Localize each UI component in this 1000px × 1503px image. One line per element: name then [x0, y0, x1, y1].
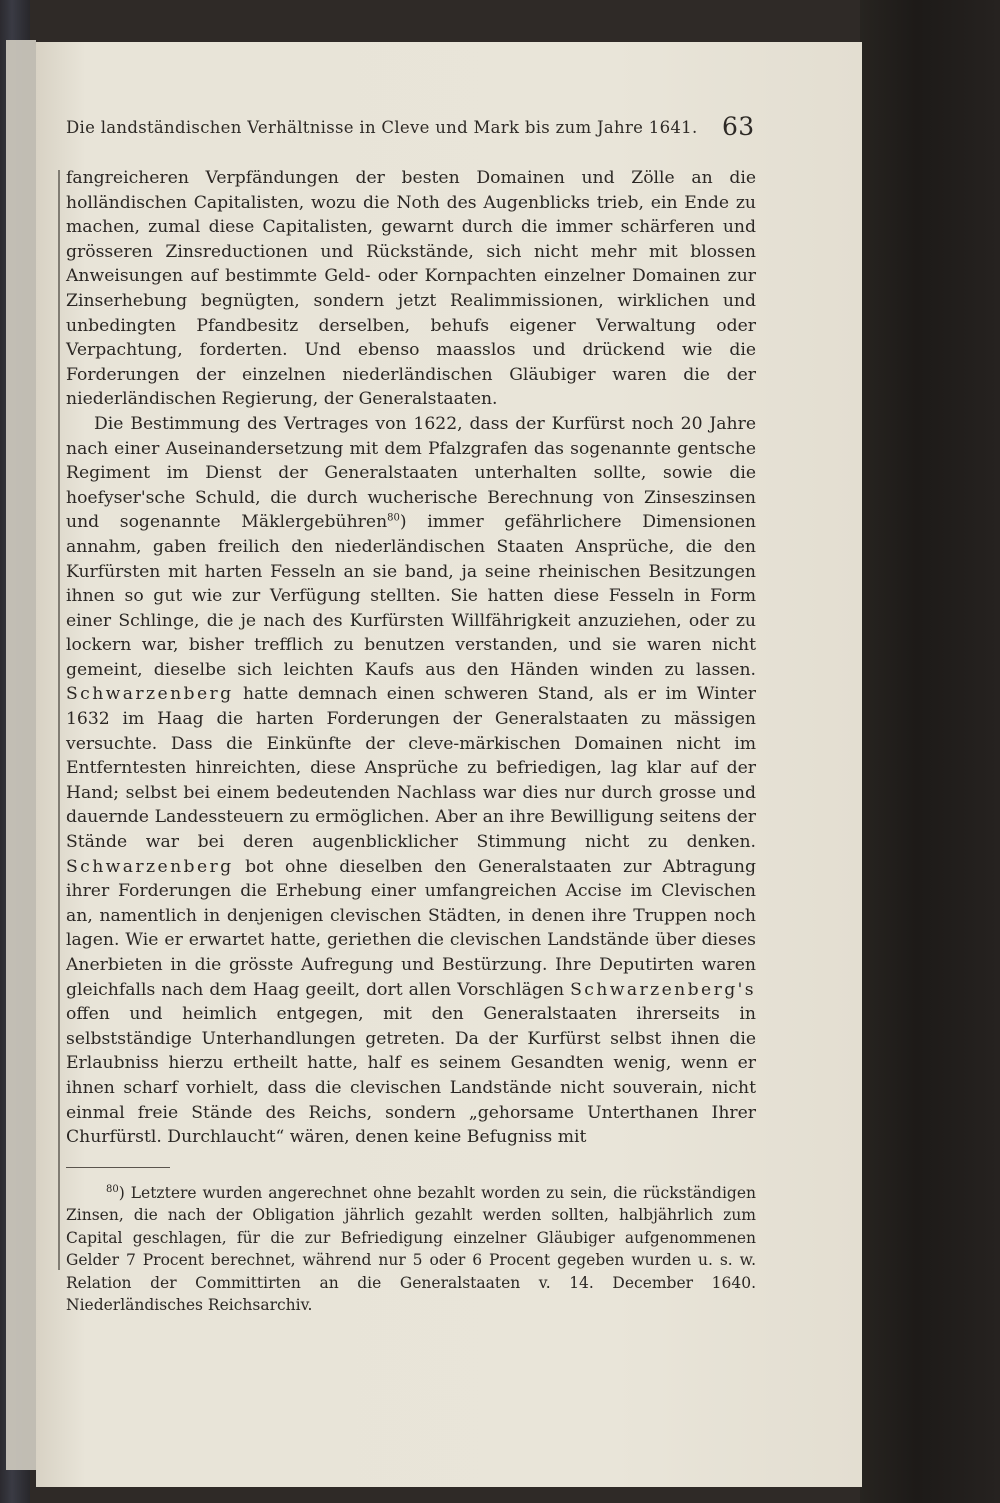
name-schwarzenberg-1: Schwarzenberg: [66, 684, 234, 705]
paragraph-2-part-e: offen und heimlich entgegen, mit den Generalstaaten ihrerseits in selbstständige Unterhandlungen getreten. Da der Kurfürst selbst ihnen die Erlaubniss hierzu ertheilt hatte, half es seinem Gesandten wenig, wenn er ihnen scharf vorhielt, dass die clevischen Landstände nicht souverain, nicht einmal freie Stände des Reichs, sondern „gehorsame Unterthanen Ihrer Churfürstl. Durchlaucht“ wären, denen keine Befugniss mit: [66, 1004, 756, 1148]
page-number: 63: [722, 112, 755, 141]
paragraph-2-part-d: bot ohne dieselben den Generalstaaten zur Abtragung ihrer Forderungen die Erhebung einer umfangreichen Accise im Clevischen an, namentlich in denjenigen clevischen Städten, in denen ihre Truppen noch lagen. Wie er erwartet hatte, geriethen die clevischen Landstände über dieses Anerbieten in die grösste Aufregung und Bestürzung. Ihre Deputirten waren gleichfalls nach dem Haag geeilt, dort allen Vorschlägen: [66, 856, 756, 1000]
body-text: [66, 166, 756, 1150]
name-schwarzenberg-2: Schwarzenberg: [66, 856, 234, 877]
name-schwarzenbergs: Schwarzenberg's: [570, 979, 756, 1000]
footnote: [66, 1182, 756, 1316]
paragraph-2-part-a: Die Bestimmung des Vertrages von 1622, dass der Kurfürst noch 20 Jahre nach einer Auseinandersetzung mit dem Pfalzgrafen das sogenannte gentsche Regiment im Dienst der Generalstaaten unterhalten sollte, sowie die hoefyser'sche Schuld, die durch wucherische Berechnung von Zinseszinsen und sogenannte Mäklergebühren: [66, 413, 756, 533]
running-head: [66, 112, 766, 141]
paragraph-2-part-c: hatte demnach einen schweren Stand, als er im Winter 1632 im Haag die harten Forderungen der Generalstaaten zu mässigen versuchte. Dass die Einkünfte der cleve-märkischen Domainen nicht im Entferntesten hinreichten, diese Ansprüche zu befriedigen, lag klar auf der Hand; selbst bei einem bedeutenden Nachlass war dies nur durch grosse und dauernde Landessteuern zu ermöglichen. Aber an ihre Bewilligung seitens der Stände war bei deren augenblicklicher Stimmung nicht zu denken.: [66, 684, 757, 853]
footnote-marker: 80: [106, 1183, 119, 1195]
paragraph-2: [66, 412, 756, 1150]
footnote-reference: 80: [387, 512, 400, 524]
page-gutter-line: [58, 170, 60, 1270]
footnote-rule: [66, 1167, 170, 1168]
running-title: Die landständischen Verhältnisse in Cleve und Mark bis zum Jahre 1641.: [66, 118, 698, 137]
paragraph-2-part-b: ) immer gefährlichere Dimensionen annahm, gaben freilich den niederländischen Staaten Ansprüche, die den Kurfürsten mit harten Fesseln an sie band, ja seine rheinischen Besitzungen ihnen so gut wie zur Verfügung stellten. Sie hatten diese Fesseln in Form einer Schlinge, die je nach des Kurfürsten Willfährigkeit anzuziehen, oder zu lockern war, bisher trefflich zu benutzen verstanden, und sie waren nicht gemeint, dieselbe sich leichten Kaufs aus den Händen winden zu lassen.: [66, 512, 756, 680]
previous-page-edge: [6, 40, 36, 1470]
paragraph-1: fangreicheren Verpfändungen der besten Domainen und Zölle an die holländischen Capitalisten, wozu die Noth des Augenblicks trieb, ein Ende zu machen, zumal diese Capitalisten, gewarnt durch die immer schärferen und grösseren Zinsreductionen und Rückstände, sich nicht mehr mit blossen Anweisungen auf bestimmte Geld- oder Kornpachten einzelner Domainen zur Zinserhebung begnügten, sondern jetzt Realimmissionen, wirklichen und unbedingten Pfandbesitz derselben, behufs eigener Verwaltung oder Verpachtung, forderten. Und ebenso maasslos und drückend wie die Forderungen der einzelnen niederländischen Gläubiger waren die der niederländischen Regierung, der Generalstaaten.: [66, 168, 756, 410]
footnote-text: ) Letztere wurden angerechnet ohne bezahlt worden zu sein, die rückständigen Zinsen, die nach der Obligation jährlich gezahlt werden sollten, halbjährlich zum Capital geschlagen, für die zur Befriedigung einzelner Gläubiger aufgenommenen Gelder 7 Procent berechnet, während nur 5 oder 6 Procent gegeben wurden u. s. w. Relation der Committirten an die Generalstaaten v. 14. December 1640. Niederländisches Reichsarchiv.: [66, 1184, 756, 1315]
book-cover-right: [860, 0, 1000, 1503]
